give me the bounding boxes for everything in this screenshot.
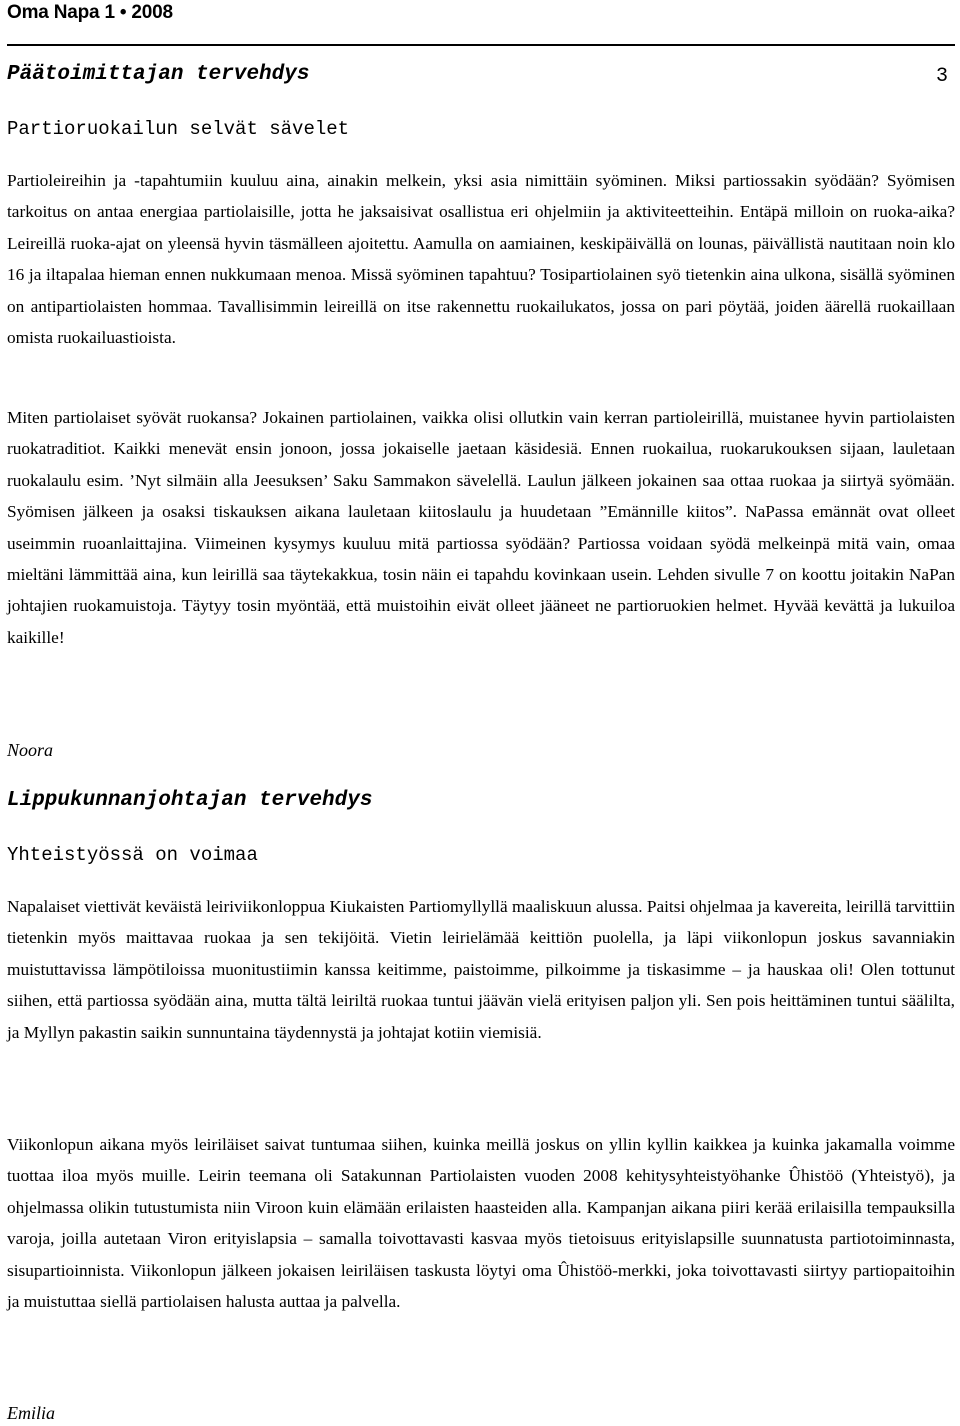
masthead-rule: [7, 44, 955, 46]
article1-subheading: Partioruokailun selvät sävelet: [7, 118, 350, 140]
article1-paragraph-2: Miten partiolaiset syövät ruokansa? Jokainen partiolainen, vaikka olisi ollutkin vain kerran partioleirillä, muistanee hyvin partiolaisten ruokatraditiot. Kaikki menevät ensin jonoon, jossa jokaiselle jaetaan käsidesiä. Ennen ruokailua, ruokarukouksen sijaan, lauletaan ruokalaulu esim. ’Nyt silmäin alla Jeesuksen’ Saku Sammakon sävelellä. Laulun jälkeen jokainen saa ottaa ruokaa ja siirtyä syömään. Syömisen jälkeen ja osaksi tiskauksen aikana lauletaan kiitoslaulu ja huudetaan ”Emännille kiitos”. NaPassa emännät ovat olleet useimmin ruoanlaittajina. Viimeinen kysymys kuuluu mitä partiossa syödään? Partiossa voidaan syödä melkeinpä mitä vain, omaa mieltäni lämmittää aina, kun leirillä saa täytekakkua, tosin näin ei tapahdu kovinkaan usein. Lehden sivulle 7 on koottu joitakin NaPan johtajien ruokamuistoja. Täytyy tosin myöntää, että muistoihin eivät olleet jääneet ne partioruokien helmet. Hyvää kevättä ja lukuiloa kaikille!: [7, 408, 955, 647]
article2-subheading: Yhteistyössä on voimaa: [7, 844, 258, 866]
article1-heading: Päätoimittajan tervehdys: [7, 63, 310, 86]
article2-heading: Lippukunnanjohtajan tervehdys: [7, 789, 373, 812]
masthead-title: Oma Napa 1 • 2008: [7, 2, 173, 23]
article1-signature: Noora: [7, 740, 54, 760]
page-number: 3: [935, 65, 948, 88]
article2-signature: Emilia: [7, 1403, 55, 1423]
article1-paragraph-1: Partioleireihin ja -tapahtumiin kuuluu aina, ainakin melkein, yksi asia nimittäin syöminen. Miksi partiossakin syödään? Syömisen tarkoitus on antaa energiaa partiolaisille, jotta he jaksaisivat osallistua eri ohjelmiin ja aktiviteetteihin. Entäpä milloin on ruoka-aika? Leireillä ruoka-ajat on yleensä hyvin täsmälleen ajoitettu. Aamulla on aamiainen, keskipäivällä on lounas, päivällistä nautitaan noin klo 16 ja iltapalaa hieman ennen nukkumaan menoa. Missä syöminen tapahtuu? Tosipartiolainen syö tietenkin aina ulkona, sisällä syöminen on antipartiolaisten hommaa. Tavallisimmin leireillä on itse rakennettu ruokailukatos, jossa on pari pöytää, joiden äärellä ruokaillaan omista ruokailuastioista.: [7, 171, 955, 348]
article2-paragraph-2: Viikonlopun aikana myös leiriläiset saivat tuntumaa siihen, kuinka meillä joskus on yllin kyllin kaikkea ja kuinka jakamalla voimme tuottaa iloa myös muille. Leirin teemana oli Satakunnan Partiolaisten vuoden 2008 kehitysyhteistyöhanke Ûhistöö (Yhteistyö), ja ohjelmassa olikin tutustumista niin Viroon kuin elämään erilaisten haasteiden alla. Kampanjan aikana piiri kerää erilaisilla tempauksilla varoja, joilla autetaan Viron erityislapsia – samalla toivottavasti kasvaa myös tietoisuus erityislapsille suunnatusta partiotoiminnasta, sisupartioinnista. Viikonlopun jälkeen jokaisen leiriläisen taskusta löytyi oma Ûhistöö-merkki, joka toivottavasti siirtyy partiopaitoihin ja muistuttaa siellä partiolaisen halusta auttaa ja palvella.: [7, 1135, 955, 1312]
article2-paragraph-1: Napalaiset viettivät keväistä leiriviikonloppua Kiukaisten Partiomyllyllä maaliskuun alussa. Paitsi ohjelmaa ja kavereita, leirillä tarvittiin tietenkin myös maittavaa ruokaa ja sen tekijöitä. Vietin leirielämää keittiön puolella, ja läpi viikonlopun joskus savanniakin muistuttavissa lämpötiloissa muonitustiimin kanssa keitimme, paistoimme, pilkoimme ja tiskasimme – ja hauskaa oli! Olen tottunut siihen, että partiossa syödään aina, mutta tältä leiriltä ruokaa tuntui jäävän vielä erityisen paljon yli. Sen pois heittäminen tuntui säälilta, ja Myllyn pakastin saikin sunnuntaina täydennystä ja johtajat kotiin viemisiä.: [7, 897, 955, 1042]
